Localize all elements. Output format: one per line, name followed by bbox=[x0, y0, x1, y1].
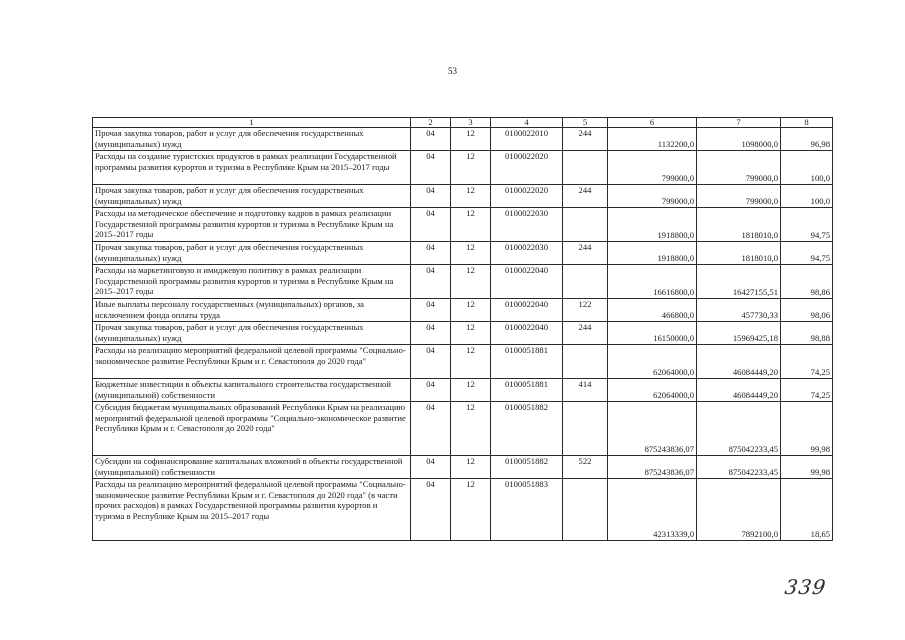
header-cell-2: 2 bbox=[411, 118, 451, 128]
row-percent: 18,65 bbox=[781, 479, 833, 541]
row-executed: 7892100,0 bbox=[697, 479, 781, 541]
table-row bbox=[93, 128, 833, 151]
row-subsection: 12 bbox=[451, 265, 491, 299]
row-executed: 875042233,45 bbox=[697, 456, 781, 479]
row-expense-type: 522 bbox=[563, 456, 608, 479]
row-expense-type bbox=[563, 265, 608, 299]
row-subsection: 12 bbox=[451, 379, 491, 402]
page-number: 53 bbox=[448, 66, 457, 76]
row-executed: 1818010,0 bbox=[697, 208, 781, 242]
table-row bbox=[93, 151, 833, 185]
row-planned: 1918800,0 bbox=[608, 242, 697, 265]
row-executed: 875042233,45 bbox=[697, 402, 781, 456]
row-name: Расходы на реализацию мероприятий федеральной целевой программы "Социально-экономическое развитие Республики Крым и г. Севастополя до 2020 года" (в части прочих расходов) в рамках Государственной программы развития курортов и туризма в Республике Крым на 2015–2017 годы bbox=[93, 479, 411, 541]
row-expense-type bbox=[563, 345, 608, 379]
table-row bbox=[93, 185, 833, 208]
row-expense-type bbox=[563, 151, 608, 185]
row-percent: 99,98 bbox=[781, 402, 833, 456]
row-target-code: 0100051882 bbox=[491, 402, 563, 456]
row-name: Субсидия бюджетам муниципальных образований Республики Крым на реализацию мероприятий федеральной целевой программы "Социально-экономическое развитие Республики Крым и г. Севастополя до 2020 года" bbox=[93, 402, 411, 456]
row-executed: 15969425,18 bbox=[697, 322, 781, 345]
row-executed: 1818010,0 bbox=[697, 242, 781, 265]
row-subsection: 12 bbox=[451, 322, 491, 345]
row-section: 04 bbox=[411, 128, 451, 151]
row-subsection: 12 bbox=[451, 456, 491, 479]
row-percent: 100,0 bbox=[781, 185, 833, 208]
row-name: Расходы на реализацию мероприятий федеральной целевой программы "Социально-экономическое развитие Республики Крым и г. Севастополя до 2020 года" bbox=[93, 345, 411, 379]
row-subsection: 12 bbox=[451, 128, 491, 151]
row-expense-type bbox=[563, 208, 608, 242]
row-target-code: 0100051883 bbox=[491, 479, 563, 541]
row-section: 04 bbox=[411, 345, 451, 379]
row-section: 04 bbox=[411, 151, 451, 185]
header-cell-4: 4 bbox=[491, 118, 563, 128]
row-percent: 98,88 bbox=[781, 322, 833, 345]
row-expense-type bbox=[563, 479, 608, 541]
row-subsection: 12 bbox=[451, 242, 491, 265]
table-row bbox=[93, 456, 833, 479]
row-name: Прочая закупка товаров, работ и услуг для обеспечения государственных (муниципальных) нужд bbox=[93, 322, 411, 345]
row-section: 04 bbox=[411, 402, 451, 456]
row-planned: 42313339,0 bbox=[608, 479, 697, 541]
row-executed: 16427155,51 bbox=[697, 265, 781, 299]
row-planned: 62064000,0 bbox=[608, 379, 697, 402]
row-percent: 74,25 bbox=[781, 345, 833, 379]
row-planned: 1918800,0 bbox=[608, 208, 697, 242]
row-subsection: 12 bbox=[451, 299, 491, 322]
row-expense-type bbox=[563, 402, 608, 456]
row-target-code: 0100022030 bbox=[491, 208, 563, 242]
row-name: Прочая закупка товаров, работ и услуг для обеспечения государственных (муниципальных) нужд bbox=[93, 242, 411, 265]
row-name: Прочая закупка товаров, работ и услуг для обеспечения государственных (муниципальных) нужд bbox=[93, 128, 411, 151]
row-target-code: 0100022020 bbox=[491, 185, 563, 208]
row-name: Расходы на методическое обеспечение и подготовку кадров в рамках реализации Государственной программы развития курортов и туризма в Республике Крым на 2015–2017 годы bbox=[93, 208, 411, 242]
row-expense-type: 122 bbox=[563, 299, 608, 322]
row-planned: 62064000,0 bbox=[608, 345, 697, 379]
row-percent: 99,98 bbox=[781, 456, 833, 479]
header-cell-1: 1 bbox=[93, 118, 411, 128]
row-target-code: 0100022020 bbox=[491, 151, 563, 185]
row-planned: 1132200,0 bbox=[608, 128, 697, 151]
row-subsection: 12 bbox=[451, 185, 491, 208]
row-subsection: 12 bbox=[451, 208, 491, 242]
table-row bbox=[93, 402, 833, 456]
table-row bbox=[93, 345, 833, 379]
row-section: 04 bbox=[411, 379, 451, 402]
table-row bbox=[93, 242, 833, 265]
row-percent: 74,25 bbox=[781, 379, 833, 402]
row-planned: 799000,0 bbox=[608, 151, 697, 185]
row-target-code: 0100051882 bbox=[491, 456, 563, 479]
row-expense-type: 414 bbox=[563, 379, 608, 402]
row-expense-type: 244 bbox=[563, 322, 608, 345]
row-target-code: 0100022040 bbox=[491, 322, 563, 345]
row-percent: 98,86 bbox=[781, 265, 833, 299]
header-cell-8: 8 bbox=[781, 118, 833, 128]
row-name: Иные выплаты персоналу государственных (муниципальных) органов, за исключением фонда оплаты труда bbox=[93, 299, 411, 322]
table-row bbox=[93, 265, 833, 299]
row-executed: 799000,0 bbox=[697, 151, 781, 185]
row-planned: 799000,0 bbox=[608, 185, 697, 208]
row-executed: 46084449,20 bbox=[697, 345, 781, 379]
row-planned: 16616800,0 bbox=[608, 265, 697, 299]
row-planned: 16150000,0 bbox=[608, 322, 697, 345]
row-expense-type: 244 bbox=[563, 242, 608, 265]
row-planned: 875243836,07 bbox=[608, 456, 697, 479]
row-section: 04 bbox=[411, 299, 451, 322]
row-name: Расходы на создание туристских продуктов в рамках реализации Государственной программы развития курортов и туризма в Республике Крым на 2015–2017 годы bbox=[93, 151, 411, 185]
table-row bbox=[93, 479, 833, 541]
row-target-code: 0100051881 bbox=[491, 379, 563, 402]
table-row bbox=[93, 208, 833, 242]
row-target-code: 0100051881 bbox=[491, 345, 563, 379]
row-target-code: 0100022030 bbox=[491, 242, 563, 265]
row-expense-type: 244 bbox=[563, 185, 608, 208]
handwritten-page-number: 339 bbox=[783, 575, 828, 599]
row-section: 04 bbox=[411, 242, 451, 265]
row-subsection: 12 bbox=[451, 151, 491, 185]
row-section: 04 bbox=[411, 322, 451, 345]
row-target-code: 0100022040 bbox=[491, 265, 563, 299]
row-percent: 100,0 bbox=[781, 151, 833, 185]
row-executed: 799000,0 bbox=[697, 185, 781, 208]
row-subsection: 12 bbox=[451, 345, 491, 379]
row-target-code: 0100022010 bbox=[491, 128, 563, 151]
row-subsection: 12 bbox=[451, 479, 491, 541]
header-cell-3: 3 bbox=[451, 118, 491, 128]
row-percent: 94,75 bbox=[781, 242, 833, 265]
row-target-code: 0100022040 bbox=[491, 299, 563, 322]
row-planned: 875243836,07 bbox=[608, 402, 697, 456]
row-section: 04 bbox=[411, 208, 451, 242]
row-name: Бюджетные инвестиции в объекты капитального строительства государственной (муниципальной) собственности bbox=[93, 379, 411, 402]
table-row bbox=[93, 322, 833, 345]
row-percent: 98,06 bbox=[781, 299, 833, 322]
row-name: Прочая закупка товаров, работ и услуг для обеспечения государственных (муниципальных) нужд bbox=[93, 185, 411, 208]
header-cell-6: 6 bbox=[608, 118, 697, 128]
row-section: 04 bbox=[411, 185, 451, 208]
row-percent: 94,75 bbox=[781, 208, 833, 242]
table-row bbox=[93, 299, 833, 322]
row-section: 04 bbox=[411, 265, 451, 299]
row-section: 04 bbox=[411, 456, 451, 479]
row-expense-type: 244 bbox=[563, 128, 608, 151]
table-header-row bbox=[93, 118, 833, 128]
row-subsection: 12 bbox=[451, 402, 491, 456]
header-cell-7: 7 bbox=[697, 118, 781, 128]
row-name: Субсидии на софинансирование капитальных вложений в объекты государственной (муниципальной) собственности bbox=[93, 456, 411, 479]
row-executed: 457730,33 bbox=[697, 299, 781, 322]
table-row bbox=[93, 379, 833, 402]
row-name: Расходы на маркетинговую и имиджевую политику в рамках реализации Государственной программы развития курортов и туризма в Республике Крым на 2015–2017 годы bbox=[93, 265, 411, 299]
row-executed: 1098000,0 bbox=[697, 128, 781, 151]
row-executed: 46084449,20 bbox=[697, 379, 781, 402]
row-planned: 466800,0 bbox=[608, 299, 697, 322]
row-percent: 96,98 bbox=[781, 128, 833, 151]
row-section: 04 bbox=[411, 479, 451, 541]
header-cell-5: 5 bbox=[563, 118, 608, 128]
budget-table bbox=[92, 117, 833, 541]
